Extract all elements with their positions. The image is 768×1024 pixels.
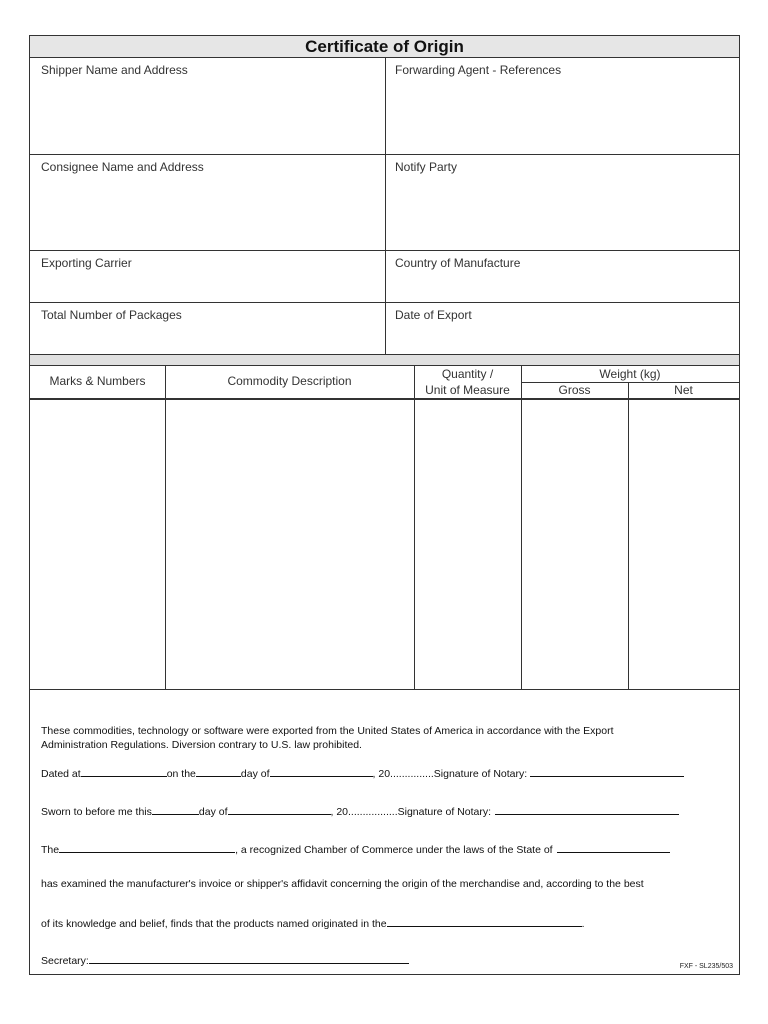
date-of-export-field[interactable]: Date of Export (395, 308, 472, 322)
notify-party-field[interactable]: Notify Party (395, 160, 458, 174)
sworn-year-prefix: , 20 (330, 806, 349, 818)
chamber-name-input[interactable] (59, 841, 235, 853)
knowledge-end: . (581, 918, 585, 930)
upper-divider (385, 57, 386, 354)
dated-at-label: Dated at (41, 768, 81, 780)
statement-line-1: These commodities, technology or software were exported from the United States of America in accordance with the Export (41, 725, 614, 737)
form-title: Certificate of Origin (30, 36, 739, 58)
year-prefix: , 20 (372, 768, 391, 780)
knowledge-row (41, 915, 584, 930)
export-statement (41, 724, 731, 752)
examined-text: has examined the manufacturer's invoice or shipper's affidavit concerning the origin of the merchandise and, according to the best (41, 878, 644, 890)
table-bottom (30, 689, 739, 690)
forwarding-agent-field[interactable]: Forwarding Agent - References (395, 63, 562, 77)
day-of-label: day of (240, 768, 270, 780)
exporting-carrier-field[interactable]: Exporting Carrier (41, 256, 132, 270)
secretary-row (41, 952, 409, 967)
sworn-signature-label: Signature of Notary: (397, 806, 491, 818)
notary-signature-input[interactable] (530, 765, 684, 777)
section-separator (30, 354, 739, 366)
col-divider-3 (521, 365, 522, 689)
shipper-field[interactable]: Shipper Name and Address (41, 63, 188, 77)
chamber-text: , a recognized Chamber of Commerce under the laws of the State of (235, 844, 553, 856)
sworn-label: Sworn to before me this (41, 806, 152, 818)
on-the-label: on the (166, 768, 196, 780)
row-divider-2 (30, 250, 739, 251)
country-of-manufacture-field[interactable]: Country of Manufacture (395, 256, 521, 270)
marks-header: Marks & Numbers (49, 374, 146, 388)
net-header: Net (674, 383, 693, 397)
sworn-year-dots[interactable]: ................. (348, 806, 398, 818)
secretary-label: Secretary: (41, 955, 89, 967)
col-divider-1 (165, 365, 166, 689)
certificate-form (29, 35, 740, 975)
gross-header: Gross (558, 383, 591, 397)
total-packages-field[interactable]: Total Number of Packages (41, 308, 182, 322)
year-dots[interactable]: ............... (390, 768, 434, 780)
origin-input[interactable] (387, 915, 582, 927)
the-label: The (41, 844, 60, 856)
table-header-bottom (30, 398, 739, 400)
row-divider-1 (30, 154, 739, 155)
chamber-row (41, 841, 670, 856)
commodity-header: Commodity Description (227, 374, 352, 388)
notary-signature-label: Signature of Notary: (433, 768, 528, 780)
quantity-header-1: Quantity / (441, 367, 494, 381)
sworn-day-input[interactable] (152, 803, 199, 815)
sworn-signature-input[interactable] (495, 803, 679, 815)
knowledge-text: of its knowledge and belief, finds that the products named originated in the (41, 918, 387, 930)
sworn-month-input[interactable] (228, 803, 331, 815)
dated-at-input[interactable] (81, 765, 167, 777)
weight-header: Weight (kg) (599, 367, 661, 381)
col-divider-4 (628, 382, 629, 689)
sworn-row (41, 803, 679, 818)
day-of-input[interactable] (270, 765, 373, 777)
consignee-field[interactable]: Consignee Name and Address (41, 160, 204, 174)
sworn-day-of-label: day of (198, 806, 228, 818)
dated-row (41, 765, 684, 780)
on-the-input[interactable] (196, 765, 241, 777)
secretary-input[interactable] (89, 952, 409, 964)
form-code: FXF - SL235/503 (679, 963, 733, 970)
col-divider-2 (414, 365, 415, 689)
state-input[interactable] (557, 841, 670, 853)
quantity-header-2: Unit of Measure (425, 383, 510, 397)
statement-line-2: Administration Regulations. Diversion contrary to U.S. law prohibited. (41, 739, 362, 751)
row-divider-3 (30, 302, 739, 303)
